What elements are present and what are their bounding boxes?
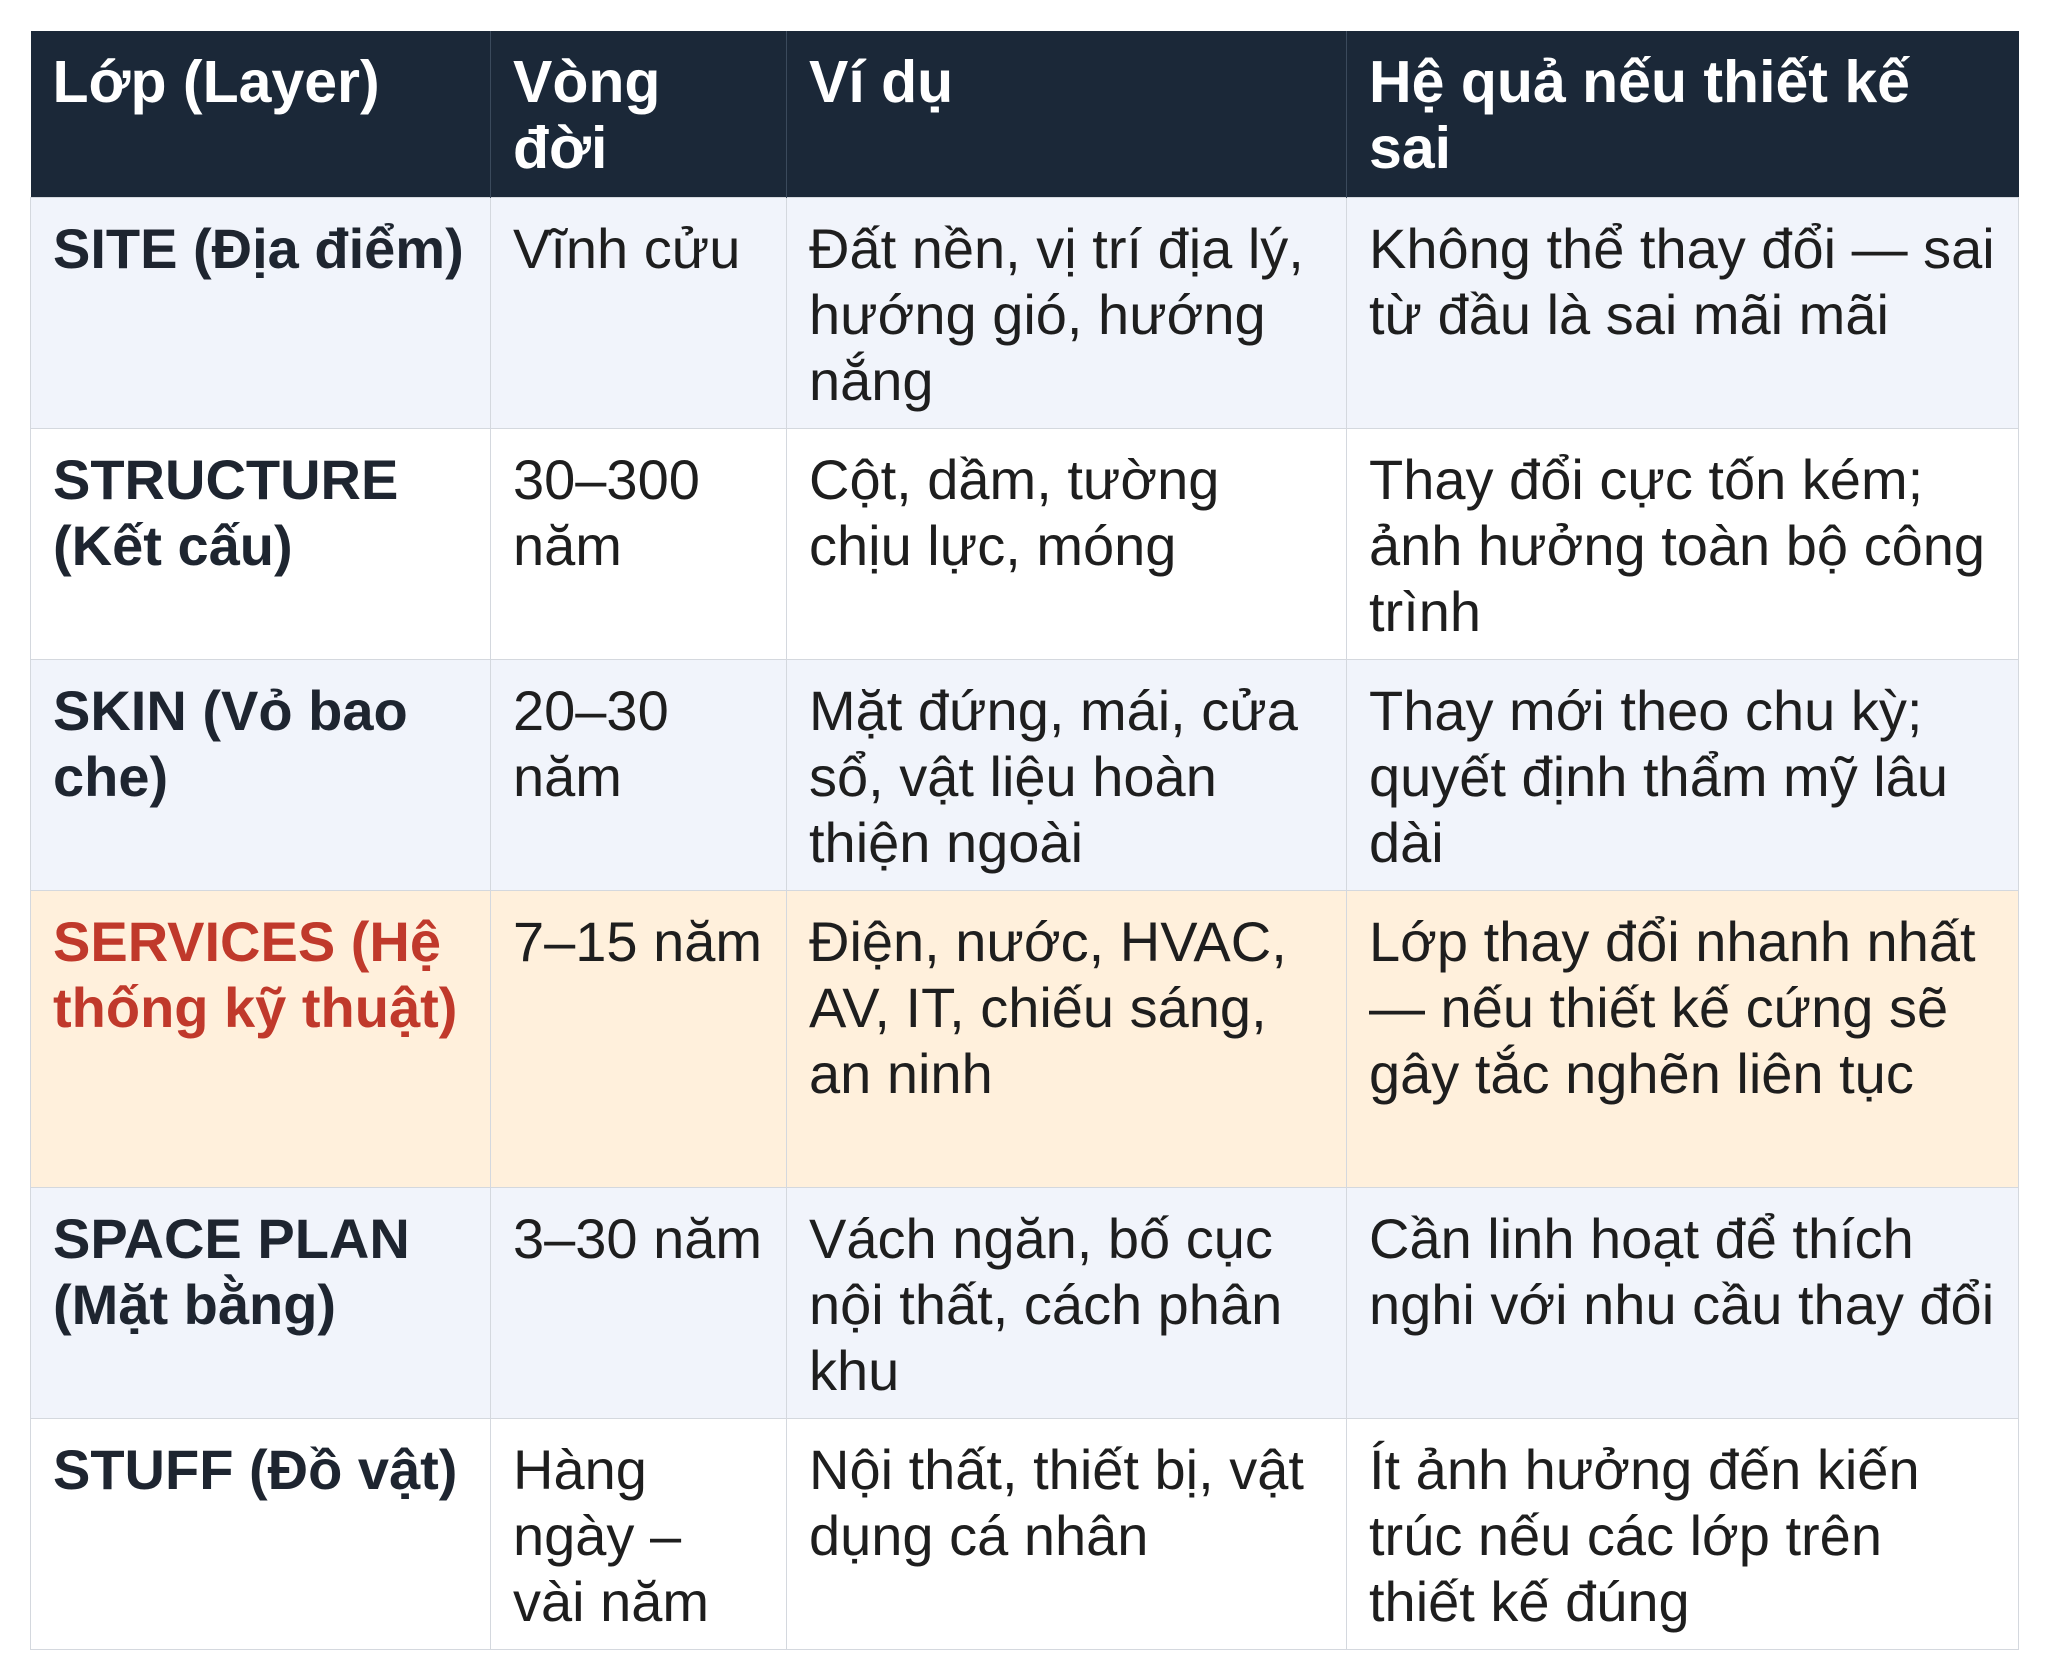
table-body: [31, 198, 2019, 1650]
lifespan-cell: 3–30 năm: [491, 1188, 787, 1419]
header-row: [31, 31, 2019, 198]
consequence-cell: Ít ảnh hưởng đến kiến trúc nếu các lớp trên thiết kế đúng: [1347, 1419, 2019, 1650]
header-consequence: Hệ quả nếu thiết kế sai: [1347, 31, 2019, 198]
lifespan-cell: 30–300 năm: [491, 429, 787, 660]
consequence-cell: Không thể thay đổi — sai từ đầu là sai mãi mãi: [1347, 198, 2019, 429]
layer-cell: SERVICES (Hệ thống kỹ thuật): [31, 891, 491, 1188]
header-example: Ví dụ: [787, 31, 1347, 198]
table-row-highlighted: [31, 891, 2019, 1188]
lifespan-cell: Vĩnh cửu: [491, 198, 787, 429]
header-layer: Lớp (Layer): [31, 31, 491, 198]
consequence-cell: Cần linh hoạt để thích nghi với nhu cầu thay đổi: [1347, 1188, 2019, 1419]
table-row: [31, 660, 2019, 891]
building-layers-table: [30, 31, 2019, 1650]
table-row: [31, 1419, 2019, 1650]
example-cell: Mặt đứng, mái, cửa sổ, vật liệu hoàn thiện ngoài: [787, 660, 1347, 891]
example-cell: Cột, dầm, tường chịu lực, móng: [787, 429, 1347, 660]
layer-cell: SPACE PLAN (Mặt bằng): [31, 1188, 491, 1419]
consequence-cell: Lớp thay đổi nhanh nhất — nếu thiết kế cứng sẽ gây tắc nghẽn liên tục: [1347, 891, 2019, 1188]
layer-cell: STUFF (Đồ vật): [31, 1419, 491, 1650]
layer-cell: SKIN (Vỏ bao che): [31, 660, 491, 891]
table-row: [31, 198, 2019, 429]
table-row: [31, 429, 2019, 660]
example-cell: Vách ngăn, bố cục nội thất, cách phân khu: [787, 1188, 1347, 1419]
layer-cell: SITE (Địa điểm): [31, 198, 491, 429]
table-row: [31, 1188, 2019, 1419]
example-cell: Điện, nước, HVAC, AV, IT, chiếu sáng, an ninh: [787, 891, 1347, 1188]
consequence-cell: Thay mới theo chu kỳ; quyết định thẩm mỹ lâu dài: [1347, 660, 2019, 891]
consequence-cell: Thay đổi cực tốn kém; ảnh hưởng toàn bộ công trình: [1347, 429, 2019, 660]
table-header: [31, 31, 2019, 198]
header-lifespan: Vòng đời: [491, 31, 787, 198]
example-cell: Đất nền, vị trí địa lý, hướng gió, hướng nắng: [787, 198, 1347, 429]
lifespan-cell: 7–15 năm: [491, 891, 787, 1188]
lifespan-cell: 20–30 năm: [491, 660, 787, 891]
layer-cell: STRUCTURE (Kết cấu): [31, 429, 491, 660]
lifespan-cell: Hàng ngày – vài năm: [491, 1419, 787, 1650]
example-cell: Nội thất, thiết bị, vật dụng cá nhân: [787, 1419, 1347, 1650]
